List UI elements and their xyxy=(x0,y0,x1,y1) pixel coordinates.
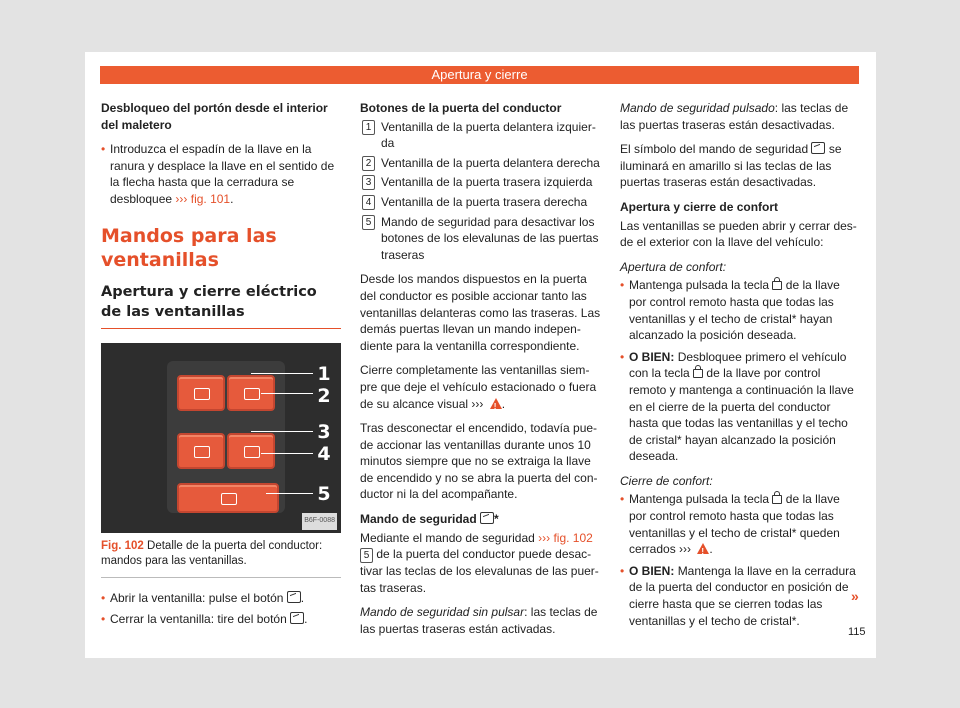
leader-line xyxy=(266,493,313,495)
controls-paragraph: Desde los mandos dispuestos en la puerta del conductor es posible accionar tanto las ventanillas delanteras como las traseras. Las demás puertas llevan un mando independiente para la ventanilla correspondiente. xyxy=(360,272,601,353)
callout-4: 4 xyxy=(317,442,331,465)
comfort-open-label: Apertura de confort: xyxy=(620,259,727,274)
driver-buttons-heading: Botones de la puerta del conductor xyxy=(360,101,562,115)
section-title: Mandos para las ventanillas xyxy=(101,224,277,271)
item-text: Mando de seguridad para desactivar los botones de los elevalunas de las puertas traseras xyxy=(381,214,599,262)
close-windows-paragraph: Cierre completamente las ventanillas siempre que deje el vehículo estacionado o fuera de su alcance visual ››› ! . xyxy=(360,362,602,412)
bullet-text: Mantenga la llave en la cerradura de la puerta del conductor en posición de cierre hasta que se cierren todas las ventanillas y el techo de cristal*. xyxy=(629,563,856,628)
fig-102-link[interactable]: ››› fig. 102 xyxy=(538,530,593,545)
rear-left-window-button xyxy=(177,433,225,469)
comfort-close-bullet-2 xyxy=(620,563,860,629)
item-text: Ventanilla de la puerta trasera derecha xyxy=(381,194,588,209)
item-number: 3 xyxy=(362,175,375,190)
window-button-icon xyxy=(290,612,304,624)
open-window-bullet: • Abrir la ventanilla: pulse el botón . xyxy=(101,590,341,607)
symbol-text: El símbolo del mando de seguridad xyxy=(620,142,809,157)
close-windows-text: Cierre completamente las ventanillas siempre que deje el vehículo estacionado o fuera de su alcance visual ››› xyxy=(360,363,597,411)
comfort-open-bullet-2 xyxy=(620,349,860,465)
item-text: Ventanilla de la puerta trasera izquierda xyxy=(381,175,593,190)
or-label: O BIEN: xyxy=(629,349,675,364)
unlock-icon xyxy=(772,281,782,290)
ignition-paragraph: Tras desconectar el encendido, todavía puede accionar las ventanillas durante unos 10 minutos siempre que no se extraiga la llave de encendido y no se abra la puerta del conductor ni la del acompañante. xyxy=(360,421,598,502)
tailgate-bullet xyxy=(101,141,341,207)
window-icon xyxy=(244,388,260,400)
callout-3: 3 xyxy=(317,420,331,443)
safety-switch-button xyxy=(177,483,279,513)
optional-star: * xyxy=(494,512,499,527)
callout-1: 1 xyxy=(317,362,331,385)
warning-icon xyxy=(697,543,709,554)
item-number: 2 xyxy=(362,156,375,171)
comfort-heading: Apertura y cierre de confort xyxy=(620,199,779,214)
comfort-close-bullet-1: • Mantenga pulsada la tecla de la llave por control remoto hasta que todas las ventanillas y el techo de cristal* queden cerrados ››› ! . xyxy=(620,491,860,557)
tailgate-bullet-text: Introduzca el espadín de la llave en la ranura y desplace la llave en el sentido de la flecha hasta que la cerradura se desbloquee xyxy=(110,142,335,206)
tailgate-bullet-end: . xyxy=(230,191,234,206)
or-label: O BIEN: xyxy=(629,563,675,578)
callout-2: 2 xyxy=(317,384,331,407)
fig-101-link[interactable]: ››› fig. 101 xyxy=(175,191,231,206)
callout-5: 5 xyxy=(317,482,331,505)
pressed-paragraph xyxy=(620,100,860,133)
list-item xyxy=(360,174,602,191)
window-icon xyxy=(194,446,210,458)
warning-icon xyxy=(490,398,502,409)
rear-right-window-button xyxy=(227,433,275,469)
bullet-text: de la llave por control remoto y mantenga a continuación la llave en el cierre de la puerta del conductor hasta que todas las ventanillas y el techo de cristal* hayan alcanzado la posición deseada. xyxy=(629,366,854,464)
window-controls-figure xyxy=(101,343,341,533)
pressed-text: : las teclas de las puertas traseras están desactivadas. xyxy=(620,101,849,132)
item-number: 5 xyxy=(362,215,375,230)
safety-heading xyxy=(360,511,602,528)
open-window-text: Abrir la ventanilla: pulse el botón xyxy=(110,590,284,605)
safety-paragraph xyxy=(360,530,602,597)
close-window-bullet: • Cerrar la ventanilla: tire del botón . xyxy=(101,611,341,628)
figure-code: B6F-0088 xyxy=(302,513,337,530)
bullet-text: Desbloquee primero el vehículo con la tecla xyxy=(629,349,847,381)
page-header: Apertura y cierre xyxy=(100,66,859,84)
leader-line xyxy=(251,431,313,433)
column-3 xyxy=(620,100,860,634)
safety-heading-text: Mando de seguridad xyxy=(360,512,477,527)
child-lock-icon xyxy=(221,493,237,505)
item-number: 1 xyxy=(362,120,375,135)
symbol-paragraph xyxy=(620,141,860,191)
column-2 xyxy=(360,100,602,646)
pressed-label: Mando de seguridad pulsado xyxy=(620,101,775,115)
child-lock-icon xyxy=(811,142,825,154)
safety-text: Mediante el mando de seguridad xyxy=(360,530,535,545)
leader-line xyxy=(261,393,313,395)
comfort-close-label: Cierre de confort: xyxy=(620,473,713,488)
unlock-icon xyxy=(693,369,703,378)
unpressed-paragraph xyxy=(360,604,602,637)
window-button-icon xyxy=(287,591,301,603)
column-1 xyxy=(101,100,341,633)
child-lock-icon xyxy=(480,512,494,524)
leader-line xyxy=(261,453,313,455)
list-item xyxy=(360,155,602,172)
item-text: Ventanilla de la puerta delantera izquierda xyxy=(381,119,596,151)
bullet-text: de la llave por control remoto hasta que todas las ventanillas y el techo de cristal* queden cerrados ››› xyxy=(629,492,840,557)
item-number: 5 xyxy=(360,548,373,563)
close-window-text: Cerrar la ventanilla: tire del botón xyxy=(110,612,287,627)
bullet-text: de la llave por control remoto hasta que todas las ventanillas y el techo de cristal* hayan alcanzado la posición deseada. xyxy=(629,278,840,343)
safety-text-2: de la puerta del conductor puede desactivar las teclas de los elevalunas de las puertas traseras. xyxy=(360,547,599,595)
continue-mark: » xyxy=(851,588,859,604)
list-item xyxy=(360,214,602,264)
buttons-list xyxy=(360,119,602,264)
figure-caption xyxy=(101,539,341,578)
item-number: 4 xyxy=(362,195,375,210)
front-left-window-button xyxy=(177,375,225,411)
symbol-text-2: se iluminará en amarillo si las teclas de las puertas traseras están desactivadas. xyxy=(620,142,842,190)
bullet-text: Mantenga pulsada la tecla xyxy=(629,278,770,293)
window-icon xyxy=(194,388,210,400)
subsection-title: Apertura y cierre eléctrico de las ventanillas xyxy=(101,282,341,329)
window-icon xyxy=(244,446,260,458)
list-item xyxy=(360,194,602,211)
tailgate-heading: Desbloqueo del portón desde el interior del maletero xyxy=(101,101,328,132)
comfort-open-bullet-1 xyxy=(620,277,860,343)
comfort-intro: Las ventanillas se pueden abrir y cerrar desde el exterior con la llave del vehículo: xyxy=(620,218,857,250)
unpressed-label: Mando de seguridad sin pulsar xyxy=(360,605,525,620)
leader-line xyxy=(251,373,313,375)
page-number: 115 xyxy=(848,626,866,638)
caption-label: Fig. 102 xyxy=(101,539,144,552)
list-item xyxy=(360,119,602,152)
unpressed-text: : las teclas de las puertas traseras están activadas. xyxy=(360,605,598,637)
item-text: Ventanilla de la puerta delantera derecha xyxy=(381,155,600,170)
bullet-text: Mantenga pulsada la tecla xyxy=(629,492,770,507)
caption-text: Detalle de la puerta del conductor: mandos para las ventanillas. xyxy=(101,539,323,567)
lock-icon xyxy=(772,495,782,504)
